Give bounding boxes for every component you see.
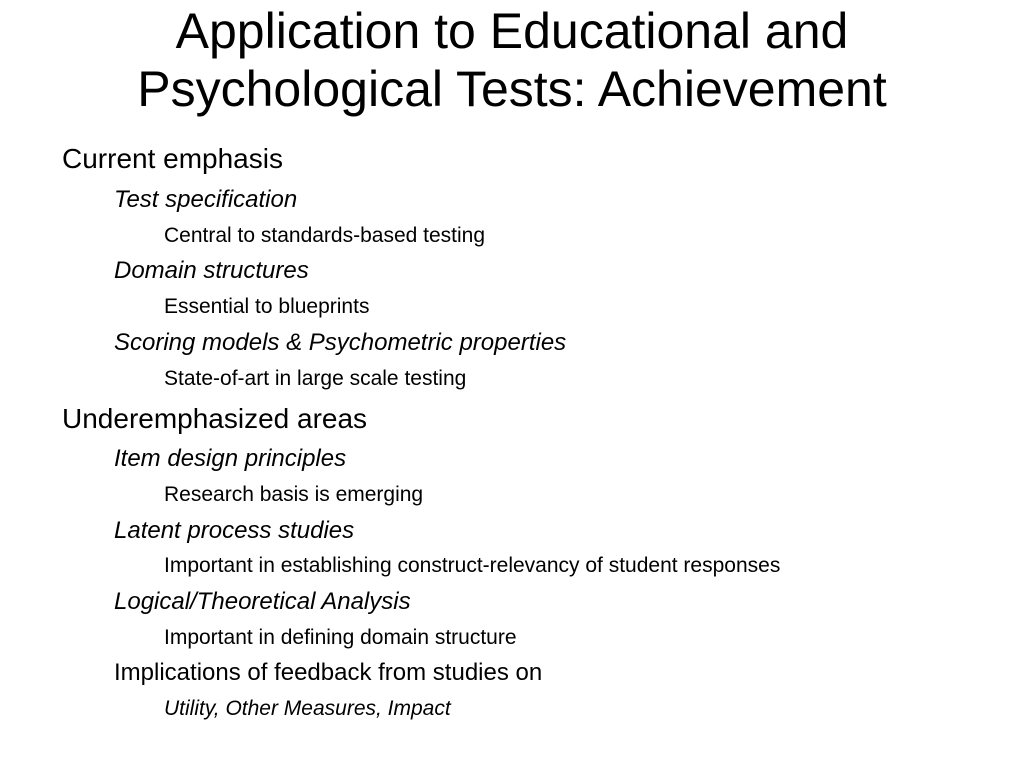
item-label-logical-theoretical-analysis: Logical/Theoretical Analysis <box>114 588 411 615</box>
item-detail-test-specification: Central to standards-based testing <box>164 224 486 247</box>
item-detail-implications-of-feedback: Utility, Other Measures, Impact <box>164 697 451 720</box>
item-label-domain-structures: Domain structures <box>114 257 309 284</box>
item-label-implications-of-feedback: Implications of feedback from studies on <box>114 659 543 686</box>
item-label-test-specification: Test specification <box>114 186 298 213</box>
item-label-scoring-models: Scoring models & Psychometric properties <box>114 329 567 356</box>
title-line-2: Psychological Tests: Achievement <box>137 61 887 117</box>
section-heading-current-emphasis: Current emphasis <box>62 143 283 174</box>
slide-title <box>0 2 1024 118</box>
title-line-1: Application to Educational and <box>175 3 849 59</box>
item-label-item-design-principles: Item design principles <box>114 445 347 472</box>
item-detail-scoring-models: State-of-art in large scale testing <box>164 367 467 390</box>
section-heading-underemphasized-areas: Underemphasized areas <box>62 403 368 434</box>
item-detail-domain-structures: Essential to blueprints <box>164 295 370 318</box>
item-label-latent-process-studies: Latent process studies <box>114 517 355 544</box>
item-detail-latent-process-studies: Important in establishing construct-relevancy of student responses <box>164 554 781 577</box>
item-detail-item-design-principles: Research basis is emerging <box>164 483 424 506</box>
item-detail-logical-theoretical-analysis: Important in defining domain structure <box>164 626 517 649</box>
